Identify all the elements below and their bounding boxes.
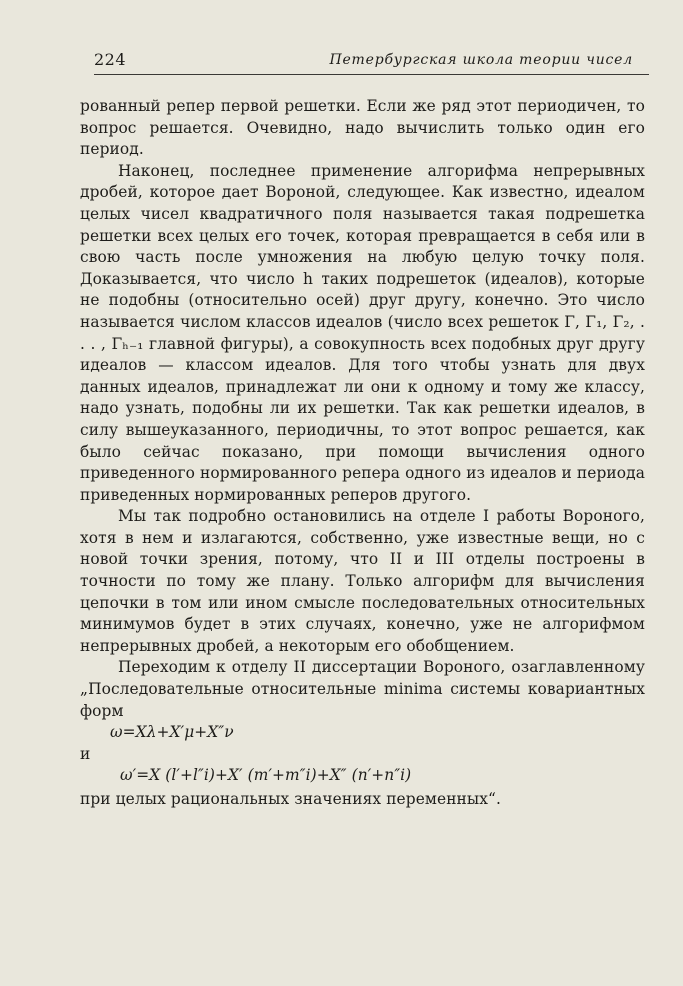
page-number: 224 [94,50,127,69]
paragraph-1: рованный репер первой решетки. Если же ряд этот периодичен, то вопрос решается. Очевидно, надо вычислить только один его период. [80,97,645,159]
paragraph-2: Наконец, последнее применение алгорифма непрерывных дробей, которое дает Вороной, следующее. Как известно, идеалом целых чисел квадратичного поля называется такая подрешетка решетки всех целых его точек, которая превращается в себя или в свою часть после умножения на любую целую точку поля. Доказывается, что число h таких подрешеток (идеалов), которые не подобны (относительно осей) друг другу, конечно. Это число называется числом классов идеалов (число всех решеток Γ, Γ₁, Γ₂, . . . , Γₕ₋₁ главной фигуры), а совокупность всех подобных друг другу идеалов — классом идеалов. Для того чтобы узнать для двух данных идеалов, принадлежат ли они к одному и тому же классу, надо узнать, подобны ли их решетки. Так как решетки идеалов, в силу вышеуказанного, периодичны, то этот вопрос решается, как было сейчас показано, при помощи вычисления одного приведенного нормированного репера одного из идеалов и периода приведенных нормированных реперов другого. [80,161,645,504]
paragraph-5: при целых рациональных значениях переменных“. [80,790,502,809]
page-header [94,50,649,75]
paragraph-4: Переходим к отделу II диссертации Вороного, озаглавленному „Последовательные относительные minima системы ковариантных форм [80,658,645,720]
paragraph-3: Мы так подробно остановились на отделе I работы Вороного, хотя в нем и излагаются, собственно, уже известные вещи, но с новой точки зрения, потому, что II и III отделы построены в точности по тому же плану. Только алгорифм для вычисления цепочки в том или ином смысле последовательных относительных минимумов будет в этих случаях, конечно, уже не алгорифмом непрерывных дробей, а некоторым его обобщением. [80,507,645,655]
conjunction: и [80,745,91,764]
formula-omega-prime: ω′=X (l′+l″i)+X′ (m′+m″i)+X″ (n′+n″i) [120,766,412,785]
body-text [80,96,645,811]
running-title: Петербургская школа теории чисел [329,52,633,68]
formula-omega: ω=Xλ+X′μ+X″ν [110,723,234,742]
